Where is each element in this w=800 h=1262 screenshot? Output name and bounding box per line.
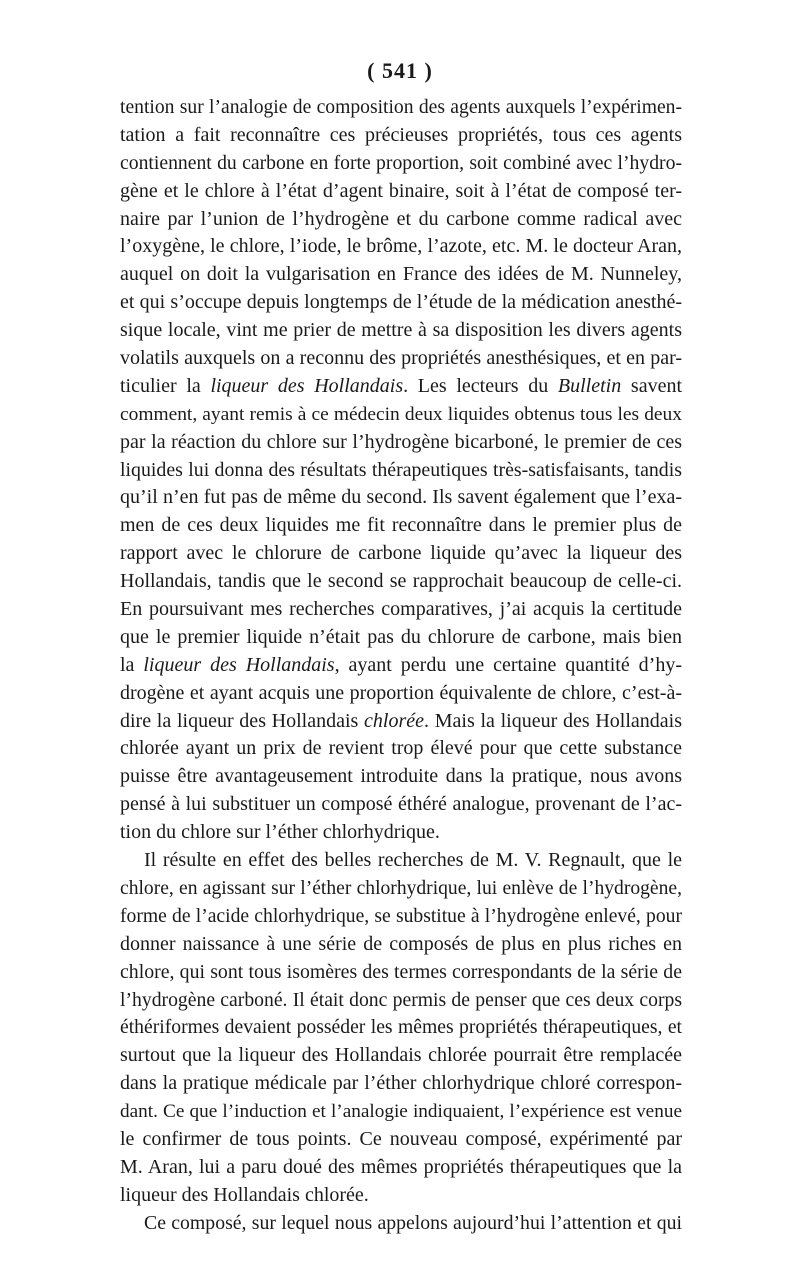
text-line: par la réaction du chlore sur l’hydrogène bicarboné, le premier de ces	[120, 430, 682, 453]
italic-segment: liqueur des Hollandais	[143, 653, 335, 676]
text-line: que le premier liquide n’était pas du chlorure de carbone, mais bien	[120, 625, 682, 648]
text-segment: . Les lecteurs du	[403, 374, 558, 397]
text-line: chlore, qui sont tous isomères des termes correspondants de la série de	[120, 960, 682, 983]
text-line: donner naissance à une série de composés de plus en plus riches en	[120, 932, 682, 955]
text-line: pensé à lui substituer un composé éthéré analogue, provenant de l’ac-	[120, 793, 682, 816]
text-line: Hollandais, tandis que le second se rapprochait beaucoup de celle-ci.	[120, 570, 682, 593]
body-text	[120, 94, 682, 1238]
text-line: sique locale, vint me prier de mettre à sa disposition les divers agents	[120, 319, 682, 342]
text-line: liqueur des Hollandais chlorée.	[120, 1183, 369, 1206]
text-segment: ticulier la	[120, 374, 211, 397]
text-line: comment, ayant remis à ce médecin deux liquides obtenus tous les deux	[120, 403, 682, 425]
italic-segment: Bulletin	[557, 374, 622, 397]
text-line	[120, 708, 682, 736]
text-line: liquides lui donna des résultats thérapeutiques très-satisfaisants, tandis	[120, 458, 682, 481]
text-line: qu’il n’en fut pas de même du second. Ils savent également que l’exa-	[120, 486, 682, 509]
text-line: forme de l’acide chlorhydrique, se substitue à l’hydrogène enlevé, pour	[120, 905, 682, 927]
text-line	[120, 373, 682, 401]
text-segment: dire la liqueur des Hollandais	[120, 709, 365, 732]
text-segment: . Mais la liqueur des Hollandais	[424, 709, 682, 732]
text-line: chlorée ayant un prix de revient trop élevé pour que cette substance	[120, 737, 682, 760]
text-line: men de ces deux liquides me fit reconnaître dans le premier plus de	[120, 514, 682, 537]
text-line: puisse être avantageusement introduite dans la pratique, nous avons	[120, 765, 682, 788]
text-line: Ce composé, sur lequel nous appelons aujourd’hui l’attention et qui	[144, 1211, 682, 1234]
text-line: l’oxygène, le chlore, l’iode, le brôme, l’azote, etc. M. le docteur Aran,	[120, 235, 682, 258]
text-line: le confirmer de tous points. Ce nouveau composé, expérimenté par	[120, 1127, 682, 1150]
text-line: tion du chlore sur l’éther chlorhydrique.	[120, 821, 440, 844]
text-line: En poursuivant mes recherches comparatives, j’ai acquis la certitude	[120, 598, 682, 621]
text-line: surtout que la liqueur des Hollandais chlorée pourrait être remplacée	[120, 1044, 682, 1067]
text-line: auquel on doit la vulgarisation en France des idées de M. Nunneley,	[120, 263, 682, 286]
text-line: rapport avec le chlorure de carbone liquide qu’avec la liqueur des	[120, 542, 682, 565]
text-line: tention sur l’analogie de composition des agents auxquels l’expérimen-	[120, 97, 682, 118]
text-segment: savent	[621, 374, 683, 397]
page-number: ( 541 )	[367, 58, 433, 83]
text-line: éthériformes devaient posséder les mêmes propriétés thérapeutiques, et	[120, 1016, 682, 1039]
text-line: Il résulte en effet des belles recherches de M. V. Regnault, que le	[144, 849, 682, 872]
text-line: drogène et ayant acquis une proportion équivalente de chlore, c’est-à-	[120, 681, 682, 704]
text-line: tation a fait reconnaître ces précieuses propriétés, tous ces agents	[120, 123, 682, 146]
text-line: chlore, en agissant sur l’éther chlorhydrique, lui enlève de l’hydrogène,	[120, 877, 682, 899]
italic-segment: chlorée	[364, 709, 425, 732]
text-line: et qui s’occupe depuis longtemps de l’étude de la médication anesthé-	[120, 291, 682, 314]
text-line: gène et le chlore à l’état d’agent binaire, soit à l’état de composé ter-	[120, 179, 682, 202]
text-line: volatils auxquels on a reconnu des propriétés anesthésiques, et en par-	[120, 347, 682, 370]
text-line: dans la pratique médicale par l’éther chlorhydrique chloré correspon-	[120, 1072, 682, 1095]
text-segment: la	[120, 653, 144, 676]
text-line: dant. Ce que l’induction et l’analogie indiquaient, l’expérience est venue	[120, 1101, 682, 1123]
text-line: contiennent du carbone en forte proportion, soit combiné avec l’hydro-	[120, 151, 682, 174]
italic-segment: liqueur des Hollandais	[210, 374, 404, 397]
text-line: l’hydrogène carboné. Il était donc permis de penser que ces deux corps	[120, 988, 682, 1011]
text-line	[120, 652, 682, 680]
text-line: M. Aran, lui a paru doué des mêmes propriétés thérapeutiques que la	[120, 1155, 682, 1178]
text-segment: , ayant perdu une certaine quantité d’hy-	[334, 653, 682, 676]
text-line: naire par l’union de l’hydrogène et du carbone comme radical avec	[120, 207, 682, 230]
